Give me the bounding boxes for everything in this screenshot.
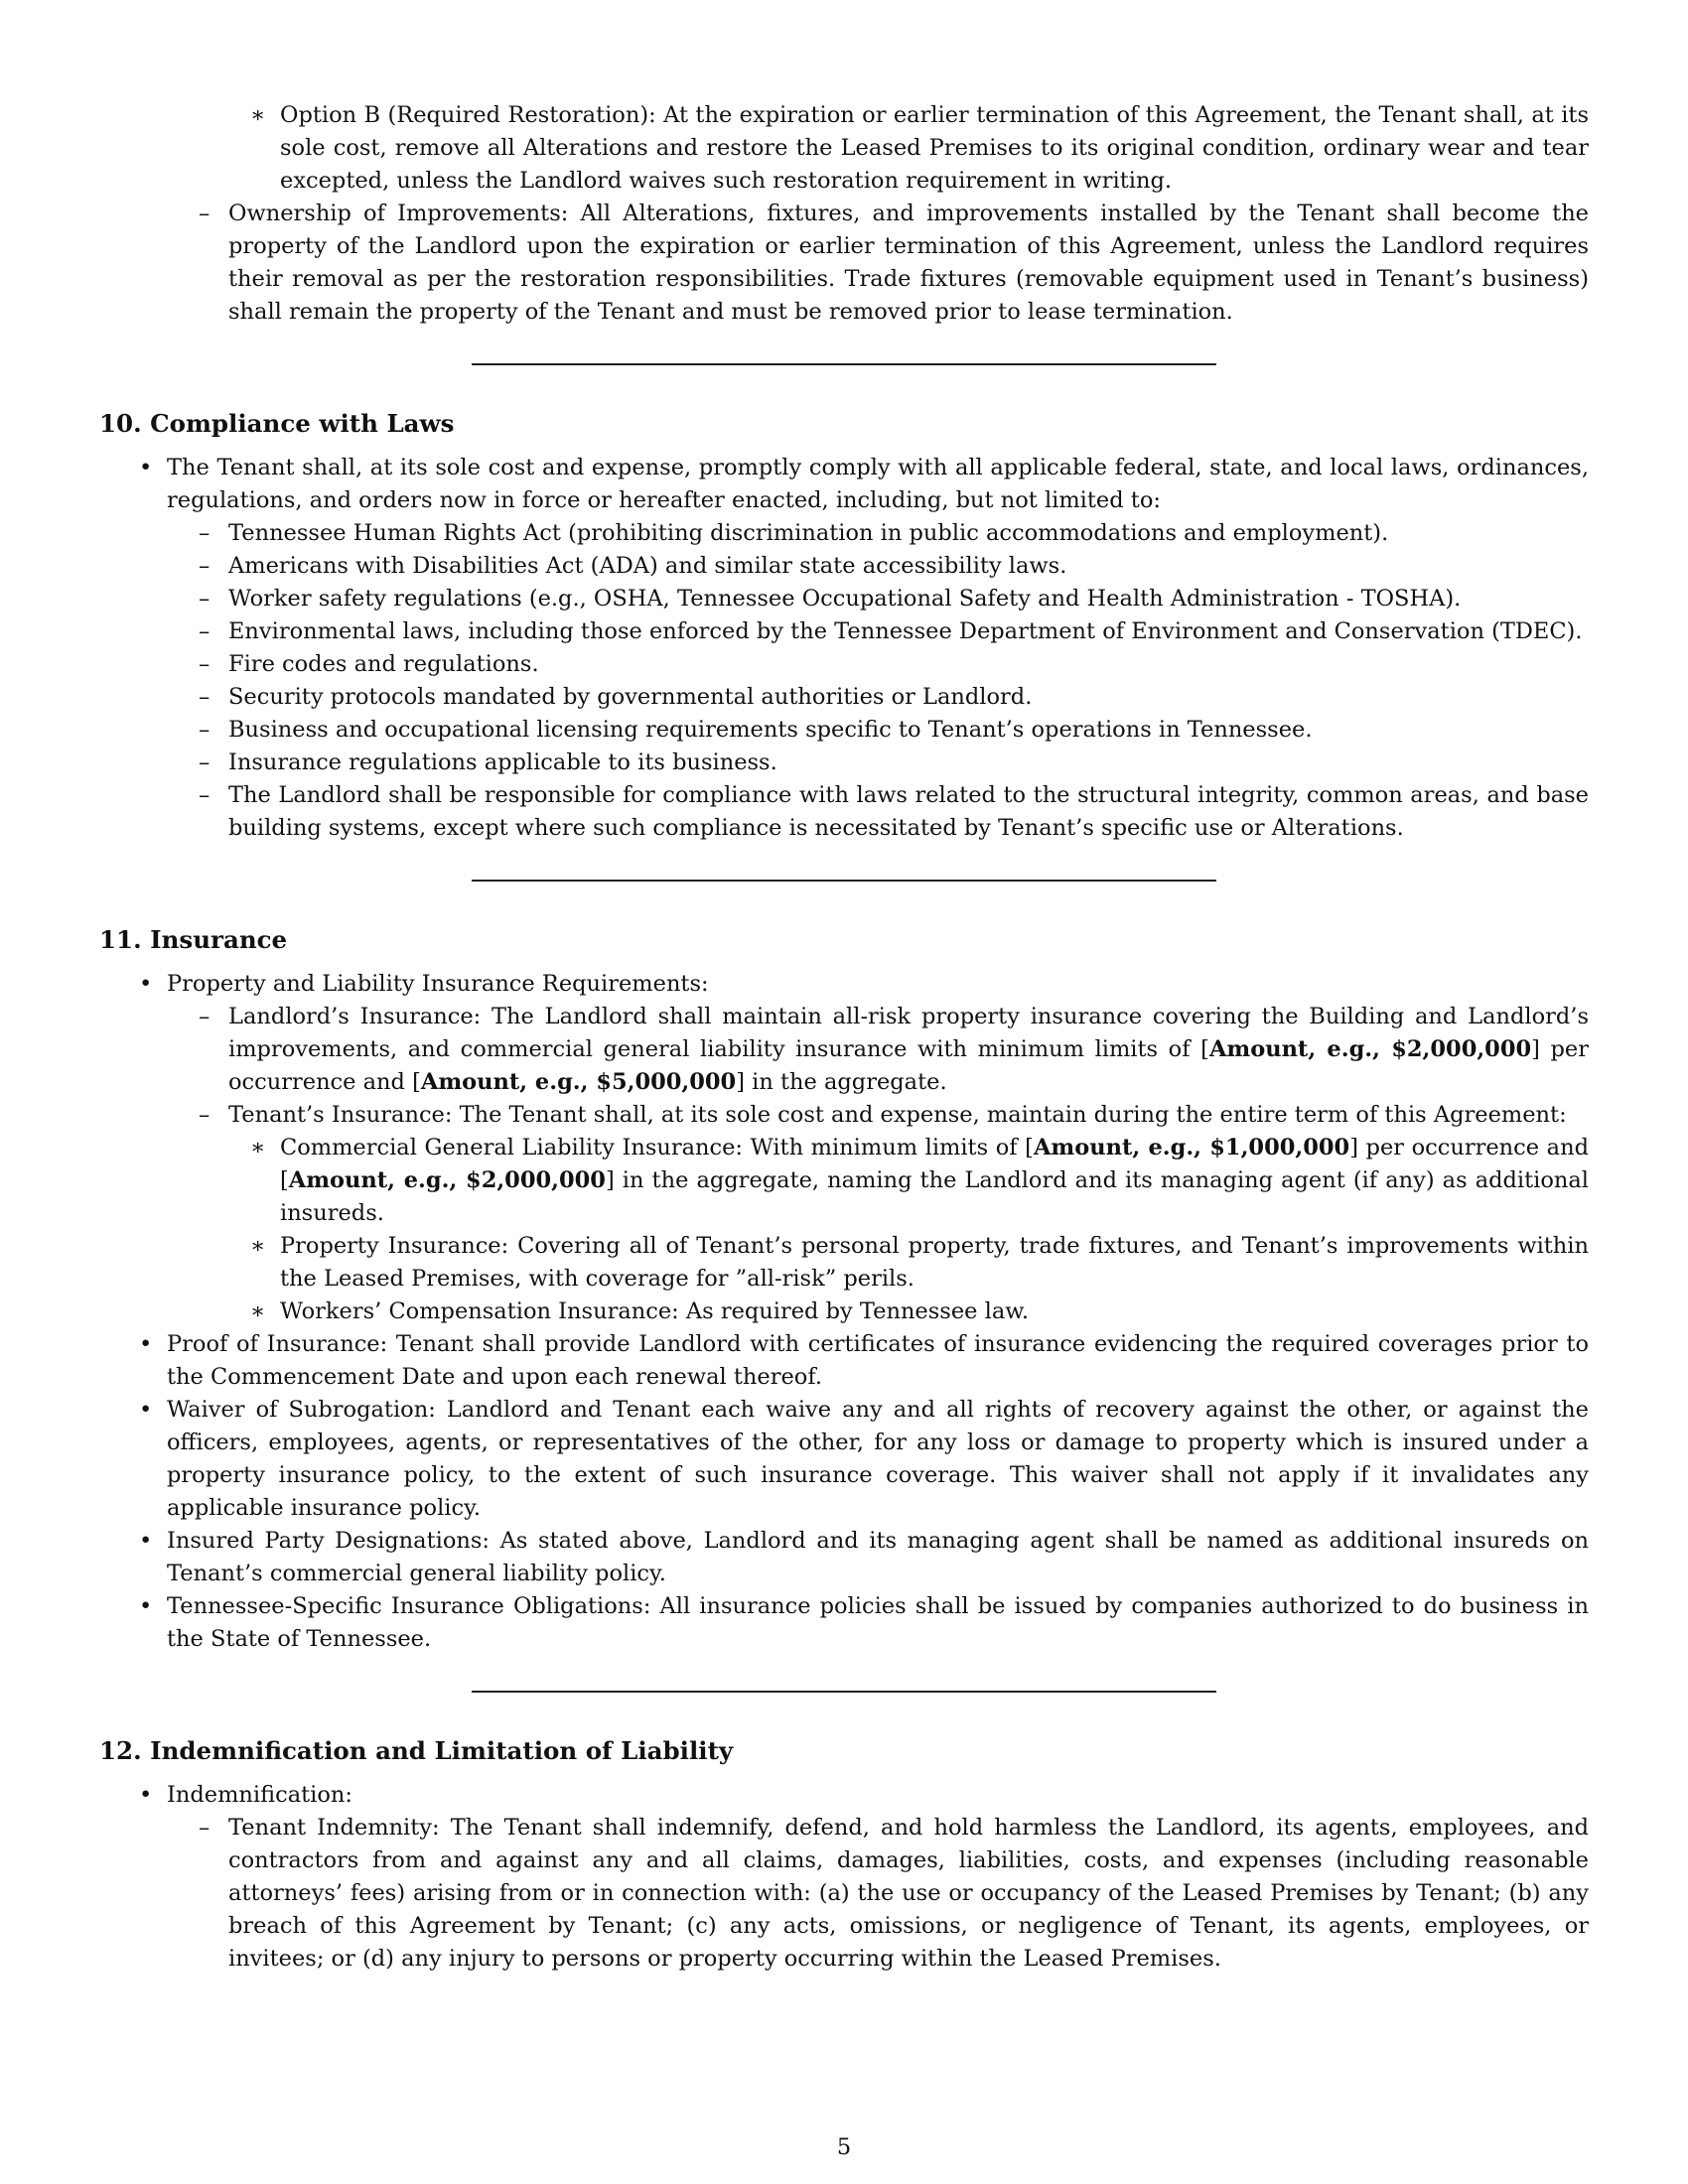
tenant-insurance-text: Tenant’s Insurance: The Tenant shall, at its sole cost and expense, maintain during the entire term of this Agreement: <box>228 1102 1567 1128</box>
compliance-item: – Environmental laws, including those enforced by the Tennessee Department of Environment and Conservation (TDEC). <box>99 615 1589 648</box>
landlord-insurance-item <box>99 1001 1589 1099</box>
section-11-title: 11. Insurance <box>99 925 288 954</box>
compliance-item: – Worker safety regulations (e.g., OSHA, Tennessee Occupational Safety and Health Administration - TOSHA). <box>99 583 1589 615</box>
document-page <box>99 99 1589 2105</box>
insurance-requirements-sublist <box>167 1001 1589 1328</box>
compliance-item: – Insurance regulations applicable to its business. <box>99 747 1589 779</box>
cgl-text: Commercial General Liability Insurance: With minimum limits of [ <box>280 1135 1034 1160</box>
restoration-options <box>228 99 1589 198</box>
property-insurance-item: ∗ Property Insurance: Covering all of Tenant’s personal property, trade fixtures, and Tenant’s improvements within the Leased Premises, with coverage for ”all-risk” perils. <box>99 1230 1589 1296</box>
compliance-item: – The Landlord shall be responsible for compliance with laws related to the structural integrity, common areas, and base building systems, except where such compliance is necessitated by Tenant’s specific use or Alterations. <box>99 779 1589 845</box>
section-11-list <box>99 968 1589 1656</box>
continued-list <box>99 99 1589 329</box>
section-divider <box>472 1691 1216 1693</box>
option-b-item: ∗ Option B (Required Restoration): At the expiration or earlier termination of this Agreement, the Tenant shall, at its sole cost, remove all Alterations and restore the Leased Premises to its original condition, ordinary wear and tear excepted, unless the Landlord waives such restoration requirement in writing. <box>99 99 1589 198</box>
section-10-intro-text: The Tenant shall, at its sole cost and expense, promptly comply with all applicable federal, state, and local laws, ordinances, regulations, and orders now in force or hereafter enacted, including, but not limited to: <box>167 455 1589 513</box>
compliance-item: – Security protocols mandated by governmental authorities or Landlord. <box>99 681 1589 714</box>
amount-placeholder: Amount, e.g., $2,000,000 <box>1208 1036 1532 1062</box>
continued-subitem <box>99 99 1589 198</box>
insurance-requirements-label: Property and Liability Insurance Requirements: <box>167 971 709 997</box>
continued-item <box>99 99 1589 329</box>
workers-comp-item: ∗ Workers’ Compensation Insurance: As required by Tennessee law. <box>99 1296 1589 1328</box>
tenant-insurance-item <box>99 1099 1589 1328</box>
section-12-title: 12. Indemnification and Limitation of Liability <box>99 1736 734 1765</box>
cgl-text: ] per occurrence and [ <box>280 1135 1589 1193</box>
compliance-item: – Fire codes and regulations. <box>99 648 1589 681</box>
indemnification-item <box>99 1779 1589 1976</box>
continued-sublist <box>167 99 1589 329</box>
cgl-text: ] in the aggregate, naming the Landlord and its managing agent (if any) as additional insureds. <box>280 1167 1589 1226</box>
compliance-item: – Tennessee Human Rights Act (prohibiting discrimination in public accommodations and employment). <box>99 517 1589 550</box>
amount-placeholder: Amount, e.g., $1,000,000 <box>1033 1135 1350 1160</box>
landlord-insurance-text: Landlord’s Insurance: The Landlord shall maintain all-risk property insurance covering the Building and Landlord’s improvements, and commercial general liability insurance with minimum limits of [ <box>228 1004 1589 1062</box>
landlord-insurance-text: ] in the aggregate. <box>736 1069 947 1095</box>
indemnification-label: Indemnification: <box>167 1782 352 1808</box>
compliance-item: – Business and occupational licensing requirements specific to Tenant’s operations in Tennessee. <box>99 714 1589 747</box>
section-10-title: 10. Compliance with Laws <box>99 409 455 438</box>
landlord-insurance-text: ] per occurrence and [ <box>228 1036 1589 1095</box>
page-number: 5 <box>836 2134 852 2160</box>
section-10-list <box>99 452 1589 845</box>
indemnification-sublist <box>167 1812 1589 1976</box>
amount-placeholder: Amount, e.g., $5,000,000 <box>420 1069 737 1095</box>
section-10-intro <box>99 452 1589 845</box>
amount-placeholder: Amount, e.g., $2,000,000 <box>288 1167 606 1193</box>
tennessee-insurance-item: • Tennessee-Specific Insurance Obligations: All insurance policies shall be issued by companies authorized to do business in the State of Tennessee. <box>99 1590 1589 1656</box>
insured-party-item: • Insured Party Designations: As stated above, Landlord and its managing agent shall be named as additional insureds on Tenant’s commercial general liability policy. <box>99 1525 1589 1590</box>
waiver-of-subrogation-item: • Waiver of Subrogation: Landlord and Tenant each waive any and all rights of recovery against the other, or against the officers, employees, agents, or representatives of the other, for any loss or damage to property which is insured under a property insurance policy, to the extent of such insurance coverage. This waiver shall not apply if it invalidates any applicable insurance policy. <box>99 1394 1589 1525</box>
insurance-requirements-item <box>99 968 1589 1328</box>
tenant-indemnity-item: – Tenant Indemnity: The Tenant shall indemnify, defend, and hold harmless the Landlord, its agents, employees, and contractors from and against any and all claims, damages, liabilities, costs, and expenses (including reasonable attorneys’ fees) arising from or in connection with: (a) the use or occupancy of the Leased Premises by Tenant; (b) any breach of this Agreement by Tenant; (c) any acts, omissions, or negligence of Tenant, its agents, employees, or invitees; or (d) any injury to persons or property occurring within the Leased Premises. <box>99 1812 1589 1976</box>
section-divider <box>472 363 1216 365</box>
compliance-laws-list <box>167 517 1589 845</box>
proof-of-insurance-item: • Proof of Insurance: Tenant shall provide Landlord with certificates of insurance evidencing the required coverages prior to the Commencement Date and upon each renewal thereof. <box>99 1328 1589 1394</box>
ownership-item: – Ownership of Improvements: All Alterations, fixtures, and improvements installed by the Tenant shall become the property of the Landlord upon the expiration or earlier termination of this Agreement, unless the Landlord requires their removal as per the restoration responsibilities. Trade fixtures (removable equipment used in Tenant’s business) shall remain the property of the Tenant and must be removed prior to lease termination. <box>99 198 1589 329</box>
section-divider <box>472 880 1216 882</box>
section-12-list <box>99 1779 1589 1976</box>
tenant-insurance-sublist <box>228 1132 1589 1328</box>
cgl-insurance-item <box>99 1132 1589 1230</box>
compliance-item: – Americans with Disabilities Act (ADA) and similar state accessibility laws. <box>99 550 1589 583</box>
